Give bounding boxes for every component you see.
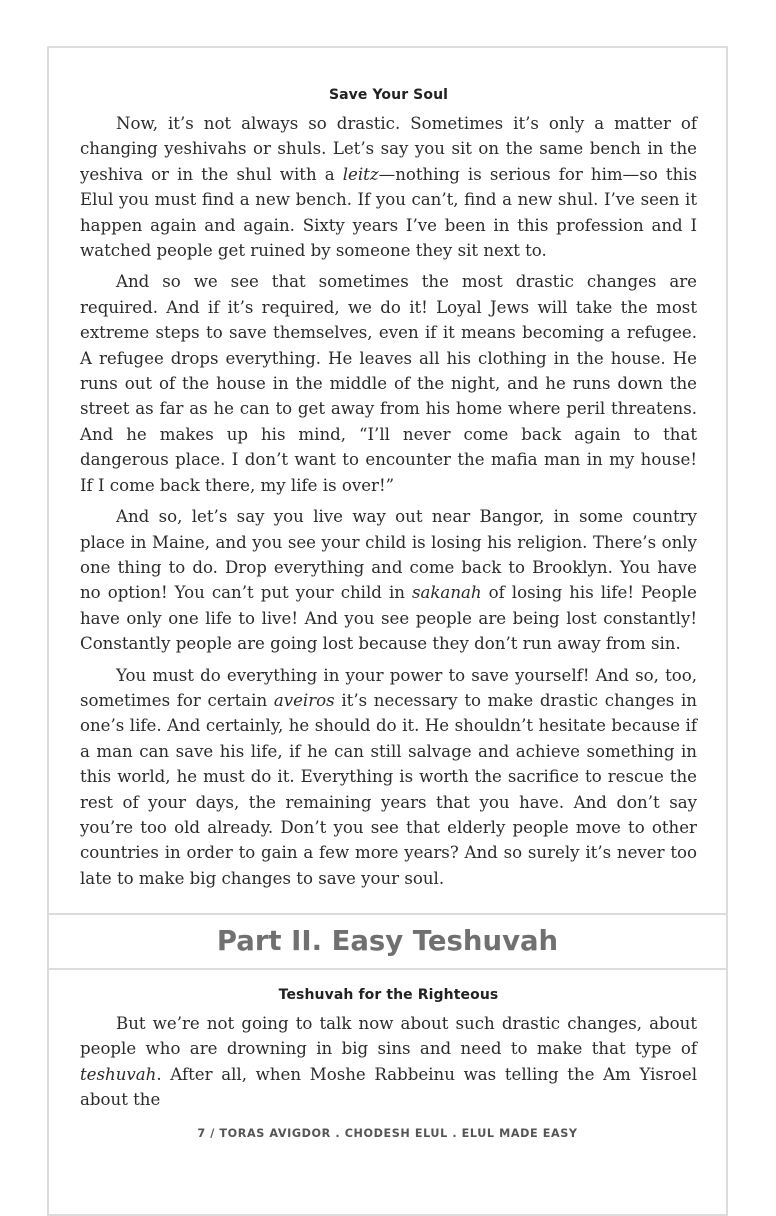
text-run: . After all, when Moshe Rabbeinu was telling the Am Yisroel about the: [80, 1064, 697, 1110]
italic-term: teshuvah: [80, 1064, 157, 1084]
section-teshuvah-righteous: [80, 987, 697, 1119]
paragraph: [80, 504, 697, 656]
paragraph: [80, 663, 697, 892]
paragraph: [80, 111, 697, 263]
text-run: You must do everything in your power to save yourself! And so, too, sometimes for certain: [80, 665, 697, 710]
text-run: of losing his life! People have only one life to live! And you see people are being lost constantly! Constantly people are going lost because they don’t run away from sin.: [80, 583, 697, 654]
text-run: it’s necessary to make drastic changes in one’s life. And certainly, he should do it. He shouldn’t hesitate because if a man can save his life, if he can still salvage and achieve something in this world, he must do it. Everything is worth the sacrifice to rescue the rest of your days, the remaining years that you have. And don’t say you’re too old already. Don’t you see that elderly people move to other countries in order to gain a few more years? And so surely it’s never too late to make big changes to save your soul.: [80, 690, 697, 888]
paragraph: And so we see that sometimes the most drastic changes are required. And if it’s required, we do it! Loyal Jews will take the most extreme steps to save themselves, even if it means becoming a refugee. A refugee drops everything. He leaves all his clothing in the house. He runs out of the house in the middle of the night, and he runs down the street as far as he can to get away from his home where peril threatens. And he makes up his mind, “I’ll never come back again to that dangerous place. I don’t want to encounter the mafia man in my house! If I come back there, my life is over!”: [80, 272, 697, 495]
text-run: Now, it’s not always so drastic. Sometimes it’s only a matter of changing yeshivahs or shuls. Let’s say you sit on the same bench in the yeshiva or in the shul with a: [80, 114, 697, 184]
paragraph: [80, 1011, 697, 1113]
italic-term: sakanah: [411, 583, 482, 603]
divider-top: [47, 913, 728, 915]
section-save-your-soul: [80, 87, 697, 897]
divider-bottom: [47, 968, 728, 970]
italic-term: aveiros: [273, 690, 335, 710]
section-heading: Save Your Soul: [328, 87, 449, 103]
text-run: But we’re not going to talk now about such drastic changes, about people who are drowning in big sins and need to make that type of: [80, 1014, 697, 1059]
page-footer: 7 / TORAS AVIGDOR . CHODESH ELUL . ELUL MADE EASY: [197, 1127, 578, 1140]
section-heading: Teshuvah for the Righteous: [278, 987, 499, 1003]
text-run: And so, let’s say you live way out near Bangor, in some country place in Maine, and you see your child is losing his religion. There’s only one thing to do. Drop everything and come back to Brooklyn. You have no option! You can’t put your child in: [80, 507, 697, 603]
text-run: —nothing is serious for him—so this Elul you must find a new bench. If you can’t, find a new shul. I’ve seen it happen again and again. Sixty years I’ve been in this profession and I watched people get ruined by someone they sit next to.: [80, 164, 697, 261]
part-title: Part II. Easy Teshuvah: [216, 925, 559, 957]
italic-term: leitz: [342, 164, 379, 184]
